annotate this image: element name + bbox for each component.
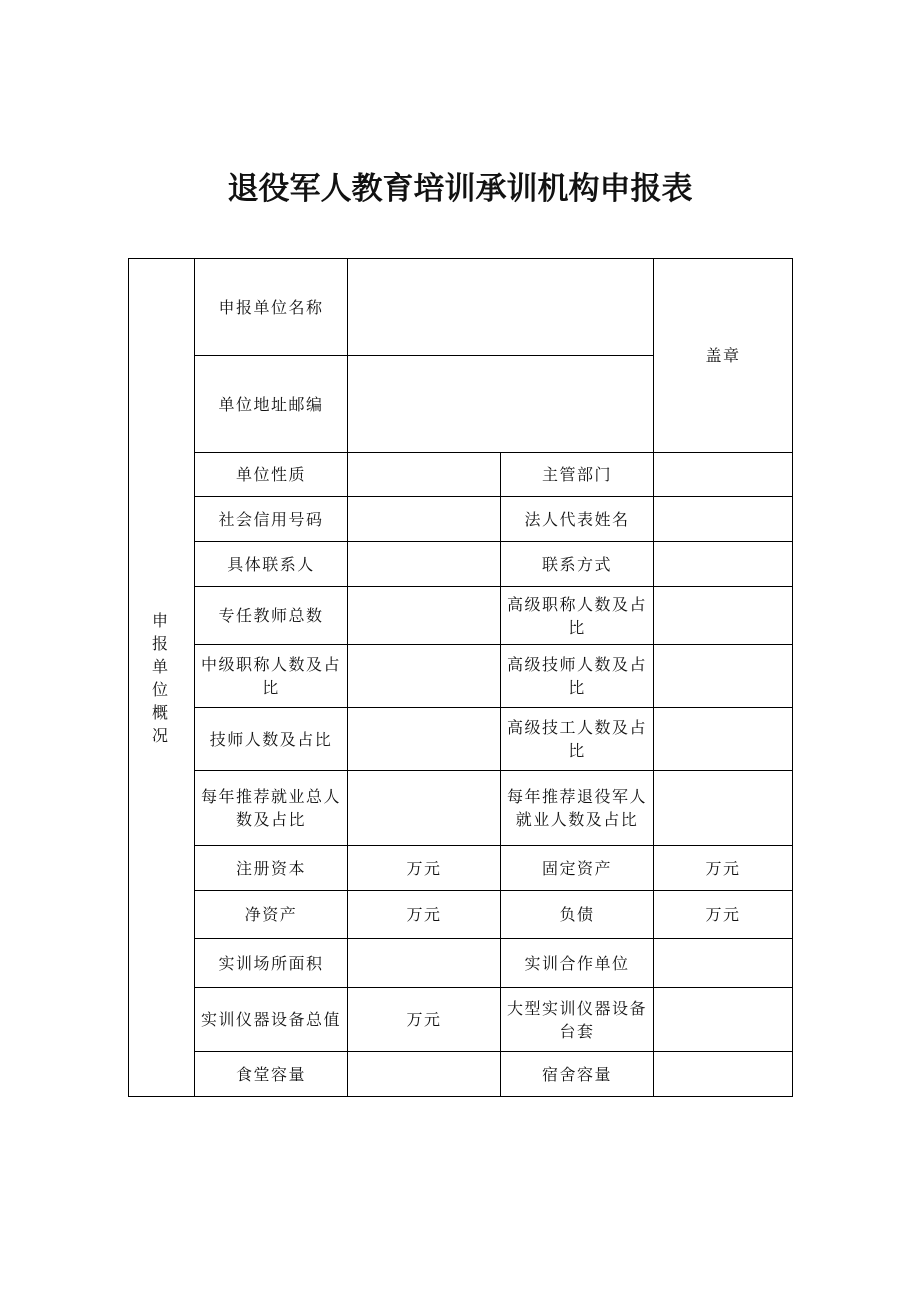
veteran-employment-label: 每年推荐退役军人就业人数及占比 — [501, 771, 654, 846]
canteen-capacity-field[interactable] — [348, 1052, 501, 1097]
teachers-total-label: 专任教师总数 — [195, 587, 348, 645]
unit-wan-yuan: 万元 — [705, 905, 741, 924]
table-row — [129, 891, 793, 939]
fixed-assets-label: 固定资产 — [501, 846, 654, 891]
section-label: 申报单位概况 — [151, 610, 171, 745]
unit-name-field[interactable] — [348, 259, 654, 356]
legal-rep-field[interactable] — [654, 497, 793, 542]
table-row — [129, 645, 793, 708]
large-equipment-field[interactable] — [654, 988, 793, 1052]
address-postcode-label: 单位地址邮编 — [195, 356, 348, 453]
unit-wan-yuan: 万元 — [406, 1010, 442, 1029]
large-equipment-label: 大型实训仪器设备台套 — [501, 988, 654, 1052]
employment-total-label: 每年推荐就业总人数及占比 — [195, 771, 348, 846]
registered-capital-field[interactable] — [348, 846, 501, 891]
equipment-value-label: 实训仪器设备总值 — [195, 988, 348, 1052]
employment-total-field[interactable] — [348, 771, 501, 846]
equipment-value-field[interactable] — [348, 988, 501, 1052]
table-row — [129, 1052, 793, 1097]
table-row — [129, 771, 793, 846]
training-area-field[interactable] — [348, 939, 501, 988]
senior-technician-field[interactable] — [654, 645, 793, 708]
senior-worker-field[interactable] — [654, 708, 793, 771]
seal-cell[interactable] — [654, 259, 793, 453]
table-row — [129, 497, 793, 542]
training-area-label: 实训场所面积 — [195, 939, 348, 988]
seal-label: 盖章 — [705, 346, 741, 365]
page-title: 退役军人教育培训承训机构申报表 — [227, 171, 693, 207]
table-row — [129, 939, 793, 988]
veteran-employment-field[interactable] — [654, 771, 793, 846]
fixed-assets-field[interactable] — [654, 846, 793, 891]
training-partner-label: 实训合作单位 — [501, 939, 654, 988]
mid-title-label: 中级职称人数及占比 — [195, 645, 348, 708]
senior-title-field[interactable] — [654, 587, 793, 645]
credit-code-field[interactable] — [348, 497, 501, 542]
table-row — [129, 708, 793, 771]
table-row — [129, 587, 793, 645]
legal-rep-label: 法人代表姓名 — [501, 497, 654, 542]
registered-capital-label: 注册资本 — [195, 846, 348, 891]
mid-title-field[interactable] — [348, 645, 501, 708]
contact-method-field[interactable] — [654, 542, 793, 587]
canteen-capacity-label: 食堂容量 — [195, 1052, 348, 1097]
section-label-cell — [129, 259, 195, 1097]
senior-title-label: 高级职称人数及占比 — [501, 587, 654, 645]
table-row — [129, 542, 793, 587]
supervisor-dept-field[interactable] — [654, 453, 793, 497]
liabilities-field[interactable] — [654, 891, 793, 939]
net-assets-label: 净资产 — [195, 891, 348, 939]
unit-nature-field[interactable] — [348, 453, 501, 497]
contact-person-label: 具体联系人 — [195, 542, 348, 587]
net-assets-field[interactable] — [348, 891, 501, 939]
address-postcode-field[interactable] — [348, 356, 654, 453]
credit-code-label: 社会信用号码 — [195, 497, 348, 542]
unit-nature-label: 单位性质 — [195, 453, 348, 497]
senior-worker-label: 高级技工人数及占比 — [501, 708, 654, 771]
teachers-total-field[interactable] — [348, 587, 501, 645]
table-row — [129, 846, 793, 891]
dorm-capacity-field[interactable] — [654, 1052, 793, 1097]
table-row — [129, 259, 793, 356]
unit-wan-yuan: 万元 — [406, 858, 442, 878]
training-partner-field[interactable] — [654, 939, 793, 988]
table-row — [129, 988, 793, 1052]
table-row — [129, 453, 793, 497]
unit-wan-yuan: 万元 — [705, 858, 741, 878]
unit-name-label: 申报单位名称 — [195, 259, 348, 356]
application-form-table — [128, 258, 793, 1097]
technician-label: 技师人数及占比 — [195, 708, 348, 771]
supervisor-dept-label: 主管部门 — [501, 453, 654, 497]
liabilities-label: 负债 — [501, 891, 654, 939]
contact-method-label: 联系方式 — [501, 542, 654, 587]
technician-field[interactable] — [348, 708, 501, 771]
senior-technician-label: 高级技师人数及占比 — [501, 645, 654, 708]
unit-wan-yuan: 万元 — [406, 905, 442, 924]
dorm-capacity-label: 宿舍容量 — [501, 1052, 654, 1097]
contact-person-field[interactable] — [348, 542, 501, 587]
